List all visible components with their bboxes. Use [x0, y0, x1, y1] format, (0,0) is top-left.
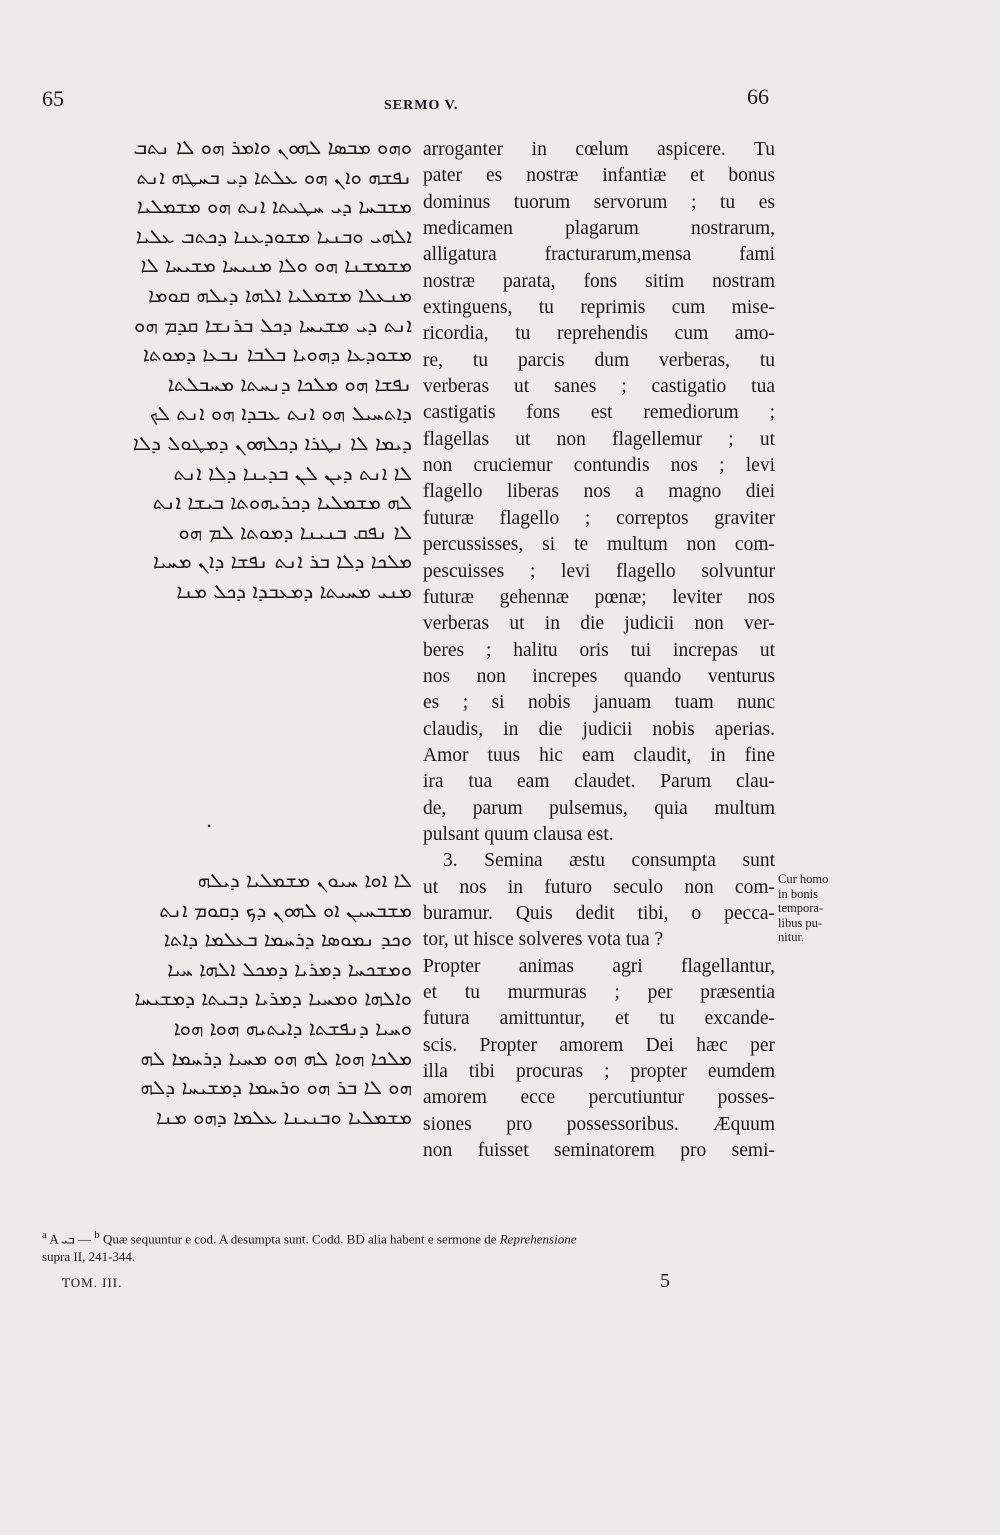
latin-line: tor, ut hisce solveres vota tua ? [423, 929, 664, 951]
latin-line: ut nos in futuro seculo non com- [423, 876, 775, 898]
latin-line: futura amittuntur, et tu excande- [423, 1008, 775, 1030]
latin-translation-column [423, 137, 775, 1164]
signature-mark: 5 [660, 1270, 670, 1292]
latin-line: castigatis fons est remediorum ; [423, 402, 775, 424]
volume-label: TOM. III. [62, 1275, 123, 1290]
footnote-marker-a: a [42, 1229, 47, 1241]
latin-line: de, parum pulsemus, quia multum [423, 797, 775, 819]
latin-line: pulsant quum clausa est. [423, 823, 614, 845]
syriac-line: ܢܦܫܗ ܘܐܢ ܗܘ ܥܠܬܐ ܕܝ ܒܚܛܗ ܐܢܬ [136, 164, 412, 189]
latin-line: nostræ parata, fons sitim nostram [423, 270, 775, 292]
latin-line: verberas ut in die judicii non ver- [423, 613, 775, 635]
latin-line: extinguens, tu reprimis cum mise- [423, 297, 775, 319]
latin-line: ira tua eam claudet. Parum clau- [423, 771, 775, 793]
syriac-line: ܘܚܝܐ ܕܢܦܫܬܐ ܕܐܝܬܝܗ ܗܘܐ ܗܘܐ [173, 1015, 412, 1040]
margin-note-line: nitur. [778, 930, 805, 944]
syriac-line: ܠܐ ܢܦܩ ܒܢܝܢܐ ܕܡܘܬܐ ܠܡ ܗܘ [178, 519, 412, 544]
footnote: $^a$ A ܒܝ — $^b$ Quæ sequuntur e cod. A desumpta sunt. Codd. BD alia habent e sermone de Reprehensione supra II, 241-344. [42, 1229, 577, 1265]
latin-line: flagellas ut non flagellemur ; ut [423, 428, 775, 450]
margin-note-line: libus pu- [778, 915, 823, 930]
syriac-line: ܗܘ ܠܐ ܒܪ ܗܘ ܘܪܚܡܐ ܕܡܫܝܚܐ ܕܠܗ [140, 1075, 412, 1100]
syriac-line: ܡܫܡܫܢܐ ܗܘ ܘܠܐ ܡܢܝܚܐ ܡܫܝܚܐ ܠܐ [140, 253, 412, 278]
margin-note-line: tempora- [778, 901, 824, 915]
latin-line: scis. Propter amorem Dei hæc per [423, 1034, 775, 1056]
latin-line: dominus tuorum servorum ; tu es [423, 191, 775, 213]
footnote-a-text: A [49, 1231, 59, 1247]
syriac-line: ܐܢܬ ܕܝ ܡܫܝܚܐ ܕܟܠ ܒܪܢܫܐ ܩܕܡ ܗܘ [134, 312, 412, 337]
latin-line: medicamen plagarum nostrarum, [423, 218, 775, 240]
syriac-line: ܐܠܗܝ ܘܒܢܝܐ ܡܫܘܕܥܢܐ ܕܟܬܒ ܥܠܝܐ [135, 223, 412, 248]
latin-line: es ; si nobis januam tuam nunc [423, 692, 775, 714]
syriac-line: ܢܦܫܐ ܗܘ ܡܠܟܐ ܕܢܚܬܐ ܡܚܒܠܬܐ [167, 371, 412, 396]
syriac-line: ܘܡܫܟܚܐ ܕܡܪܝܐ ܕܡܟܠ ܐܠܗܐ ܚܝܐ [167, 956, 412, 981]
footnote-b-italic: Reprehensione [499, 1231, 577, 1247]
latin-line: verberas ut sanes ; castigatio tua [423, 376, 775, 398]
footnote-b-text: Quæ sequuntur e cod. A desumpta sunt. Codd. BD alia habent e sermone de [102, 1231, 497, 1247]
running-head: SERMO V. [384, 98, 459, 113]
latin-line: arroganter in cœlum aspicere. Tu [423, 139, 775, 160]
latin-line: nos non increpes quando venturus [423, 665, 775, 687]
syriac-line: ܡܫܘܕܥܐ ܕܗܘܝܐ ܒܠܒܐ ܢܒܥܐ ܕܡܘܬܐ [142, 342, 412, 367]
syriac-text-block-lower [46, 866, 412, 1132]
latin-line: et tu murmuras ; per præsentia [423, 982, 775, 1003]
syriac-line: ܘܟܕ ܢܡܘܣܐ ܕܪܚܡܐ ܒܥܠܡܐ ܕܐܬܐ [163, 927, 412, 952]
latin-line: siones pro possessoribus. Æquum [423, 1113, 775, 1135]
latin-line: Propter animas agri flagellantur, [423, 955, 775, 977]
latin-line: re, tu parcis dum verberas, tu [423, 349, 775, 371]
footnote-b-ref: supra II, 241-344. [42, 1249, 136, 1265]
page-number-right: 66 [747, 84, 769, 109]
syriac-line: ܕܝܡܐ ܠܐ ܢܛܪܐ ܕܟܠܗܘܢ ܕܡܛܘܠ ܕܠܐ [132, 430, 412, 455]
syriac-line: ܡܠܟܐ ܗܘܐ ܠܗ ܗܘ ܡܚܝܐ ܕܪܚܡܐ ܠܗ [140, 1045, 412, 1070]
margin-note-line: Cur homo [778, 872, 829, 886]
latin-line: ricordia, tu reprehendis cum amo- [423, 323, 775, 345]
footnote-marker-b: b [94, 1229, 100, 1241]
latin-line: claudis, in die judicii nobis aperias. [423, 718, 775, 740]
syriac-line: ܡܫܒܚܝܢ ܐܘ ܠܗܘܢ ܕܟ ܕܩܘܡ ܐܢܬ [159, 897, 412, 922]
latin-line: futuræ gehennæ pœnæ; leviter nos [423, 586, 775, 608]
syriac-line: ܠܐ ܐܢܬ ܕܝܢ ܠܢ ܒܕܝܢܐ ܕܠܐ ܐܢܬ [173, 460, 412, 485]
latin-line: alligatura fracturarum,mensa fami [423, 244, 775, 266]
section-dot: . [206, 808, 213, 832]
latin-line: illa tibi procuras ; propter eumdem [423, 1061, 775, 1083]
latin-line: percussisses, si te multum non com- [423, 534, 775, 556]
latin-line: 3. Semina æstu consumpta sunt [443, 850, 775, 872]
syriac-line: ܡܢܥܠܐ ܡܫܡܠܝܐ ܐܠܗܐ ܕܝܠܗ ܩܘܡܐ [148, 282, 412, 307]
syriac-line: ܡܠܟܐ ܕܠܐ ܒܪ ܐܢܬ ܢܦܫܐ ܕܐܢ ܡܚܝܐ [152, 549, 412, 574]
latin-line: amorem ecce percutiuntur posses- [423, 1087, 775, 1109]
latin-line: non cruciemur contundis nos ; levi [423, 455, 775, 477]
syriac-line: ܡܫܡܠܝܐ ܘܒܢܝܢܐ ܥܠܡܐ ܕܗܘ ܡܢܐ [156, 1104, 412, 1129]
syriac-line: ܕܐܬܚܝܠ ܗܘ ܐܢܬ ܥܒܕܐ ܗܘ ܐܢܬ ܠܟ [149, 401, 412, 426]
syriac-line: ܘܗܘ ܡܒܣܐ ܠܗܘܢ ܘܐܡܪ ܗܘ ܠܐ ܢܬܒ [133, 135, 412, 159]
latin-line: pescuisses ; levi flagello solvuntur [423, 560, 775, 582]
latin-line: pater es nostræ infantiæ et bonus [423, 165, 775, 187]
latin-line: Amor tuus hic eam claudit, in fine [423, 744, 775, 766]
marginal-note [778, 872, 858, 945]
syriac-line: ܠܗ ܡܫܡܠܝܐ ܕܟܪܝܗܘܬܐ ܒܝܫܐ ܐܢܬ [152, 490, 412, 515]
syriac-line: ܘܐܠܗܐ ܘܡܚܝܐ ܕܡܪܝܐ ܕܒܝܬܐ ܕܡܫܝܚܐ [134, 986, 412, 1011]
latin-line: futuræ flagello ; correptos graviter [423, 507, 775, 529]
page-number-left: 65 [42, 86, 64, 111]
latin-line: beres ; halitu oris tui increpas ut [423, 639, 775, 661]
latin-line: non fuisset seminatorem pro semi- [423, 1140, 775, 1162]
latin-line: buramur. Quis dedit tibi, o pecca- [423, 902, 775, 924]
margin-note-line: in bonis [778, 886, 818, 901]
footnote-a-syriac: ܒܝ [61, 1231, 75, 1247]
syriac-text-block-upper [46, 133, 412, 607]
syriac-line: ܠܐ ܐܘܐ ܚܝܘܢ ܡܫܡܠܝܐ ܕܝܠܗ [197, 868, 412, 892]
syriac-line: ܡܫܒܚܐ ܕܝ ܚܛܝܬܐ ܐܢܬ ܗܘ ܡܫܡܠܝܐ [136, 194, 412, 219]
latin-line: flagello liberas nos a magno diei [423, 481, 775, 503]
syriac-line: ܡܢܝ ܡܚܝܬܐ ܕܡܥܒܕܐ ܕܟܠ ܡܢܐ [176, 578, 412, 603]
